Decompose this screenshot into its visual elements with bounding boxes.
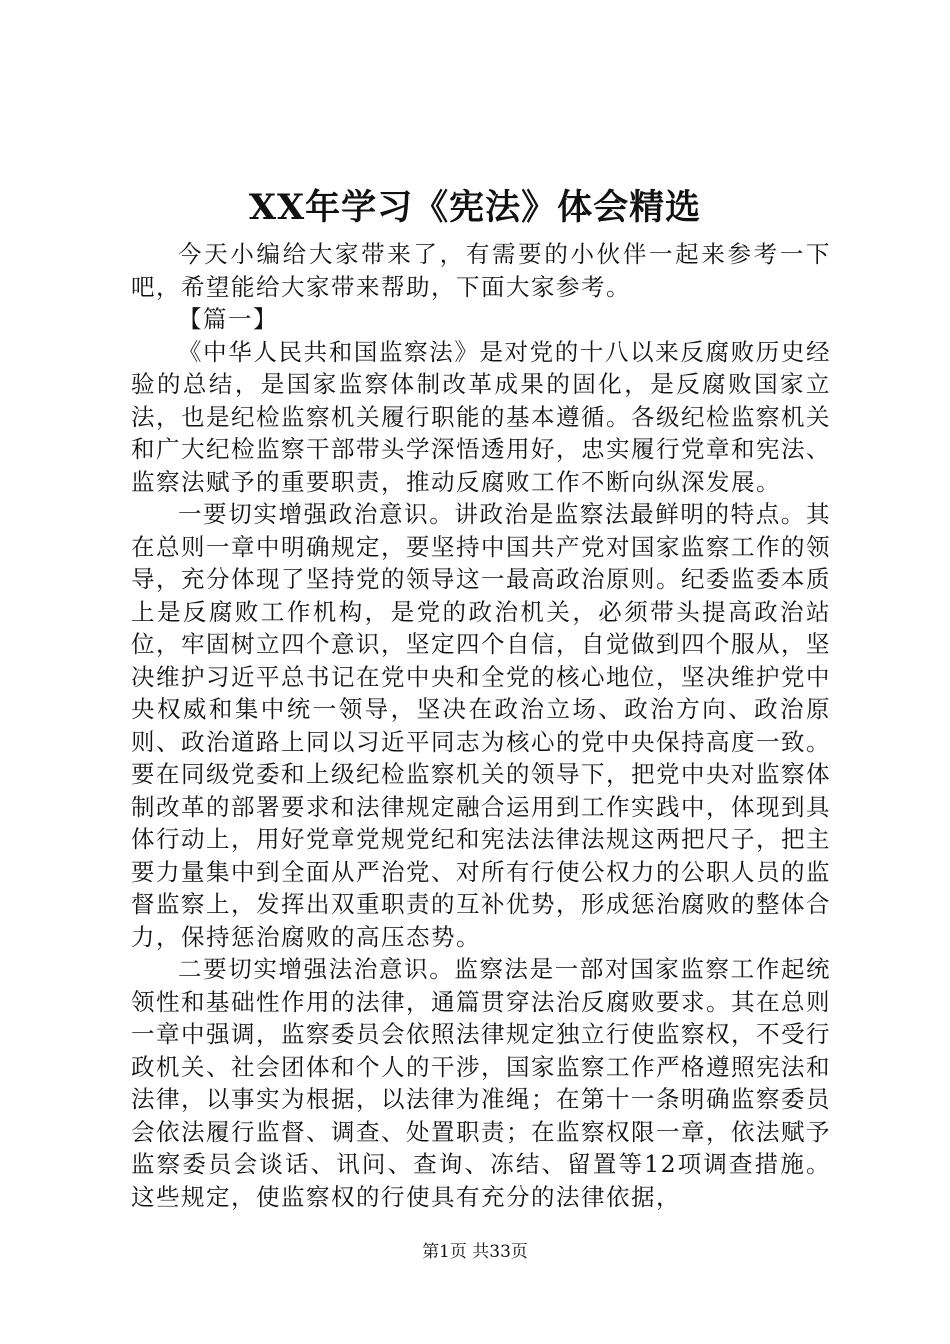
document-body bbox=[131, 238, 831, 1213]
intro-paragraph: 今天小编给大家带来了，有需要的小伙伴一起来参考一下吧，希望能给大家带来帮助，下面大家参考。 bbox=[131, 240, 831, 301]
document-title: XX年学习《宪法》体会精选 bbox=[248, 187, 702, 228]
section-heading: 【篇一】 bbox=[178, 305, 278, 333]
page-number-footer: 第1页 共33页 bbox=[422, 1242, 528, 1262]
body-paragraph: 一要切实增强政治意识。讲政治是监察法最鲜明的特点。其在总则一章中明确规定，要坚持中国共产党对国家监察工作的领导，充分体现了坚持党的领导这一最高政治原则。纪委监委本质上是反腐败工作机构，是党的政治机关，必须带头提高政治站位，牢固树立四个意识，坚定四个自信，自觉做到四个服从，坚决维护习近平总书记在党中央和全党的核心地位，坚决维护党中央权威和集中统一领导，坚决在政治立场、政治方向、政治原则、政治道路上同以习近平同志为核心的党中央保持高度一致。要在同级党委和上级纪检监察机关的领导下，把党中央对监察体制改革的部署要求和法律规定融合运用到工作实践中，体现到具体行动上，用好党章党规党纪和宪法法律法规这两把尺子，把主要力量集中到全面从严治党、对所有行使公权力的公职人员的监督监察上，发挥出双重职责的互补优势，形成惩治腐败的整体合力，保持惩治腐败的高压态势。 bbox=[131, 500, 831, 951]
body-paragraph: 二要切实增强法治意识。监察法是一部对国家监察工作起统领性和基础性作用的法律，通篇贯穿法治反腐败要求。其在总则一章中强调，监察委员会依照法律规定独立行使监察权，不受行政机关、社会团体和个人的干涉，国家监察工作严格遵照宪法和法律，以事实为根据，以法律为准绳；在第十一条明确监察委员会依法履行监督、调查、处置职责；在监察权限一章，依法赋予监察委员会谈话、讯问、查询、冻结、留置等12项调查措施。这些规定，使监察权的行使具有充分的法律依据， bbox=[131, 955, 831, 1211]
body-paragraph: 《中华人民共和国监察法》是对党的十八以来反腐败历史经验的总结，是国家监察体制改革成果的固化，是反腐败国家立法，也是纪检监察机关履行职能的基本遵循。各级纪检监察机关和广大纪检监察干部带头学深悟透用好，忠实履行党章和宪法、监察法赋予的重要职责，推动反腐败工作不断向纵深发展。 bbox=[131, 337, 831, 496]
